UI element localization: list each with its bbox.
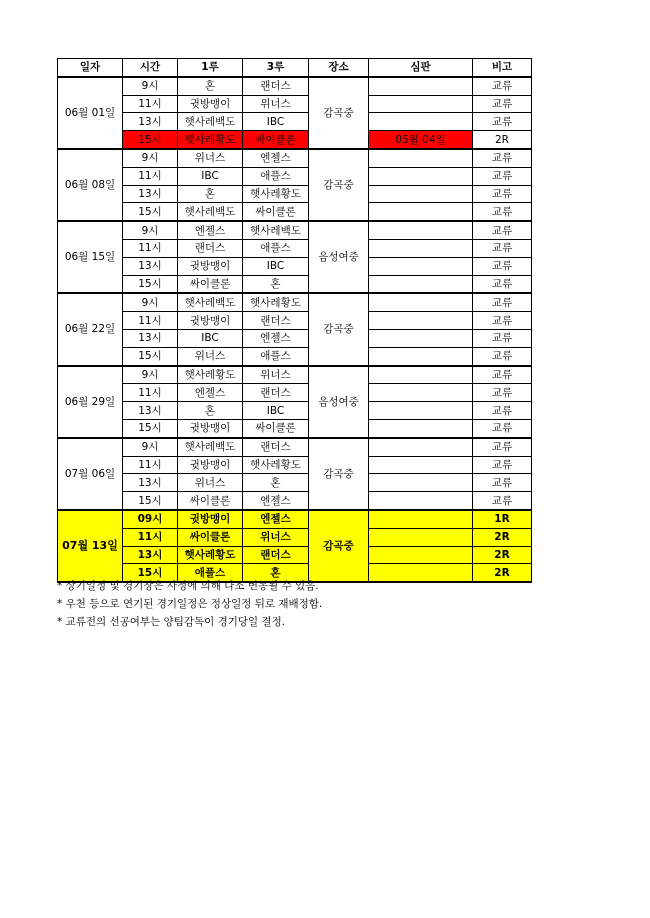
table-row [58, 185, 532, 203]
table-row [58, 419, 532, 437]
table-row [58, 293, 532, 311]
date-cell: 06월 29일 [58, 366, 123, 438]
table-row [58, 347, 532, 365]
team3-cell: 엔젤스 [243, 149, 309, 167]
umpire-cell [369, 167, 473, 185]
note-cell: 2R [473, 564, 532, 582]
table-row [58, 384, 532, 402]
note-cell: 교류 [473, 167, 532, 185]
team1-cell: 위너스 [178, 474, 243, 492]
venue-cell: 음성여중 [309, 221, 369, 293]
team1-cell: 햇사레백도 [178, 293, 243, 311]
team1-cell: IBC [178, 329, 243, 347]
team1-cell: 귓방맹이 [178, 312, 243, 330]
team1-cell: 햇사레백도 [178, 203, 243, 221]
team3-cell: IBC [243, 113, 309, 131]
umpire-cell [369, 510, 473, 528]
umpire-cell [369, 564, 473, 582]
team3-cell: 위너스 [243, 528, 309, 546]
team1-cell: 혼 [178, 185, 243, 203]
team1-cell: 싸이클론 [178, 492, 243, 510]
team3-cell: 햇사레황도 [243, 456, 309, 474]
date-cell: 06월 22일 [58, 293, 123, 365]
umpire-cell [369, 293, 473, 311]
note-cell: 교류 [473, 312, 532, 330]
note-cell: 교류 [473, 185, 532, 203]
team1-cell: 귓방맹이 [178, 95, 243, 113]
team3-cell: 혼 [243, 275, 309, 293]
umpire-cell [369, 438, 473, 456]
time-cell: 15시 [123, 275, 178, 293]
umpire-cell [369, 366, 473, 384]
header-date: 일자 [58, 59, 123, 77]
venue-cell: 감곡중 [309, 149, 369, 221]
team3-cell: 싸이클론 [243, 131, 309, 149]
time-cell: 15시 [123, 492, 178, 510]
team3-cell: 위너스 [243, 366, 309, 384]
team1-cell: 랜더스 [178, 239, 243, 257]
note-cell: 교류 [473, 329, 532, 347]
header-team3: 3루 [243, 59, 309, 77]
team1-cell: 귓방맹이 [178, 456, 243, 474]
umpire-cell [369, 95, 473, 113]
umpire-cell [369, 456, 473, 474]
time-cell: 13시 [123, 474, 178, 492]
note-cell: 교류 [473, 384, 532, 402]
date-cell: 07월 06일 [58, 438, 123, 510]
team1-cell: 엔젤스 [178, 221, 243, 239]
umpire-cell [369, 402, 473, 420]
note-cell: 교류 [473, 275, 532, 293]
note-cell: 교류 [473, 456, 532, 474]
table-row [58, 167, 532, 185]
team3-cell: 혼 [243, 474, 309, 492]
time-cell: 9시 [123, 221, 178, 239]
table-row [58, 221, 532, 239]
time-cell: 11시 [123, 95, 178, 113]
header-note: 비고 [473, 59, 532, 77]
time-cell: 13시 [123, 402, 178, 420]
team1-cell: 귓방맹이 [178, 419, 243, 437]
umpire-cell [369, 474, 473, 492]
umpire-cell [369, 384, 473, 402]
table-row [58, 492, 532, 510]
umpire-cell [369, 113, 473, 131]
umpire-cell: 05월 04일 [369, 131, 473, 149]
team3-cell: IBC [243, 402, 309, 420]
team3-cell: 햇사레백도 [243, 221, 309, 239]
team1-cell: 햇사레백도 [178, 438, 243, 456]
time-cell: 9시 [123, 438, 178, 456]
team3-cell: 애플스 [243, 167, 309, 185]
team3-cell: 햇사레황도 [243, 185, 309, 203]
table-row [58, 275, 532, 293]
umpire-cell [369, 492, 473, 510]
schedule-table [57, 58, 532, 583]
umpire-cell [369, 419, 473, 437]
header-row [58, 59, 532, 77]
note-cell: 1R [473, 510, 532, 528]
team1-cell: 싸이클론 [178, 275, 243, 293]
note-cell: 교류 [473, 257, 532, 275]
team1-cell: 귓방맹이 [178, 257, 243, 275]
note-cell: 교류 [473, 293, 532, 311]
note-cell: 교류 [473, 366, 532, 384]
team3-cell: 혼 [243, 564, 309, 582]
table-row [58, 312, 532, 330]
umpire-cell [369, 149, 473, 167]
table-row [58, 131, 532, 149]
team3-cell: 애플스 [243, 239, 309, 257]
team3-cell: 엔젤스 [243, 329, 309, 347]
team1-cell: 혼 [178, 402, 243, 420]
date-cell: 06월 08일 [58, 149, 123, 221]
table-row [58, 329, 532, 347]
time-cell: 13시 [123, 546, 178, 564]
time-cell: 15시 [123, 347, 178, 365]
note-cell: 2R [473, 546, 532, 564]
time-cell: 11시 [123, 384, 178, 402]
time-cell: 15시 [123, 203, 178, 221]
umpire-cell [369, 239, 473, 257]
time-cell: 11시 [123, 528, 178, 546]
time-cell: 9시 [123, 149, 178, 167]
note-cell: 교류 [473, 419, 532, 437]
team1-cell: IBC [178, 167, 243, 185]
time-cell: 11시 [123, 239, 178, 257]
note-cell: 교류 [473, 95, 532, 113]
time-cell: 13시 [123, 185, 178, 203]
team3-cell: 싸이클론 [243, 203, 309, 221]
team3-cell: 랜더스 [243, 546, 309, 564]
umpire-cell [369, 221, 473, 239]
table-row [58, 528, 532, 546]
schedule-body [58, 77, 532, 582]
umpire-cell [369, 528, 473, 546]
team3-cell: 랜더스 [243, 384, 309, 402]
note-cell: 교류 [473, 402, 532, 420]
time-cell: 9시 [123, 77, 178, 95]
table-row [58, 113, 532, 131]
footnote: * 교류전의 선공여부는 양팀감독이 경기당일 결정. [57, 616, 286, 628]
team3-cell: 엔젤스 [243, 510, 309, 528]
time-cell: 11시 [123, 456, 178, 474]
note-cell: 교류 [473, 347, 532, 365]
date-cell: 06월 15일 [58, 221, 123, 293]
team3-cell: 랜더스 [243, 438, 309, 456]
table-row [58, 257, 532, 275]
date-cell: 06월 01일 [58, 77, 123, 149]
time-cell: 9시 [123, 293, 178, 311]
team3-cell: 엔젤스 [243, 492, 309, 510]
note-cell: 교류 [473, 474, 532, 492]
team1-cell: 싸이클론 [178, 528, 243, 546]
team1-cell: 햇사레황도 [178, 131, 243, 149]
note-cell: 2R [473, 528, 532, 546]
team3-cell: 싸이클론 [243, 419, 309, 437]
date-cell: 07월 13일 [58, 510, 123, 582]
team1-cell: 햇사레황도 [178, 546, 243, 564]
note-cell: 교류 [473, 77, 532, 95]
time-cell: 13시 [123, 113, 178, 131]
note-cell: 교류 [473, 239, 532, 257]
note-cell: 교류 [473, 221, 532, 239]
time-cell: 15시 [123, 419, 178, 437]
umpire-cell [369, 347, 473, 365]
venue-cell: 감곡중 [309, 77, 369, 149]
team1-cell: 귓방맹이 [178, 510, 243, 528]
team1-cell: 햇사레백도 [178, 113, 243, 131]
table-row [58, 402, 532, 420]
umpire-cell [369, 546, 473, 564]
table-row [58, 239, 532, 257]
venue-cell: 감곡중 [309, 293, 369, 365]
team1-cell: 엔젤스 [178, 384, 243, 402]
header-venue: 장소 [309, 59, 369, 77]
venue-cell: 감곡중 [309, 510, 369, 582]
venue-cell: 음성여중 [309, 366, 369, 438]
header-time: 시간 [123, 59, 178, 77]
time-cell: 11시 [123, 312, 178, 330]
footnotes [57, 577, 322, 631]
time-cell: 9시 [123, 366, 178, 384]
note-cell: 교류 [473, 438, 532, 456]
time-cell: 15시 [123, 131, 178, 149]
note-cell: 2R [473, 131, 532, 149]
header-team1: 1루 [178, 59, 243, 77]
umpire-cell [369, 77, 473, 95]
table-row [58, 510, 532, 528]
umpire-cell [369, 329, 473, 347]
note-cell: 교류 [473, 149, 532, 167]
table-row [58, 366, 532, 384]
umpire-cell [369, 185, 473, 203]
time-cell: 15시 [123, 564, 178, 582]
note-cell: 교류 [473, 113, 532, 131]
team1-cell: 애플스 [178, 564, 243, 582]
team3-cell: 애플스 [243, 347, 309, 365]
team1-cell: 위너스 [178, 149, 243, 167]
team1-cell: 혼 [178, 77, 243, 95]
venue-cell: 감곡중 [309, 438, 369, 510]
team3-cell: 햇사레황도 [243, 293, 309, 311]
time-cell: 13시 [123, 257, 178, 275]
team3-cell: 위너스 [243, 95, 309, 113]
footnote: * 우천 등으로 연기된 경기일정은 정상일정 뒤로 재배정함. [57, 598, 323, 610]
note-cell: 교류 [473, 203, 532, 221]
note-cell: 교류 [473, 492, 532, 510]
table-row [58, 77, 532, 95]
team1-cell: 햇사레황도 [178, 366, 243, 384]
footnote: * 상기일정 및 경기장은 사정에 의해 다소 변동될 수 있음. [57, 580, 319, 592]
table-row [58, 546, 532, 564]
header-umpire: 심판 [369, 59, 473, 77]
umpire-cell [369, 275, 473, 293]
time-cell: 11시 [123, 167, 178, 185]
team3-cell: 랜더스 [243, 77, 309, 95]
table-row [58, 456, 532, 474]
team3-cell: IBC [243, 257, 309, 275]
time-cell: 13시 [123, 329, 178, 347]
table-row [58, 203, 532, 221]
team3-cell: 랜더스 [243, 312, 309, 330]
umpire-cell [369, 312, 473, 330]
umpire-cell [369, 257, 473, 275]
table-row [58, 438, 532, 456]
table-row [58, 95, 532, 113]
table-row [58, 149, 532, 167]
time-cell: 09시 [123, 510, 178, 528]
team1-cell: 위너스 [178, 347, 243, 365]
umpire-cell [369, 203, 473, 221]
table-row [58, 474, 532, 492]
